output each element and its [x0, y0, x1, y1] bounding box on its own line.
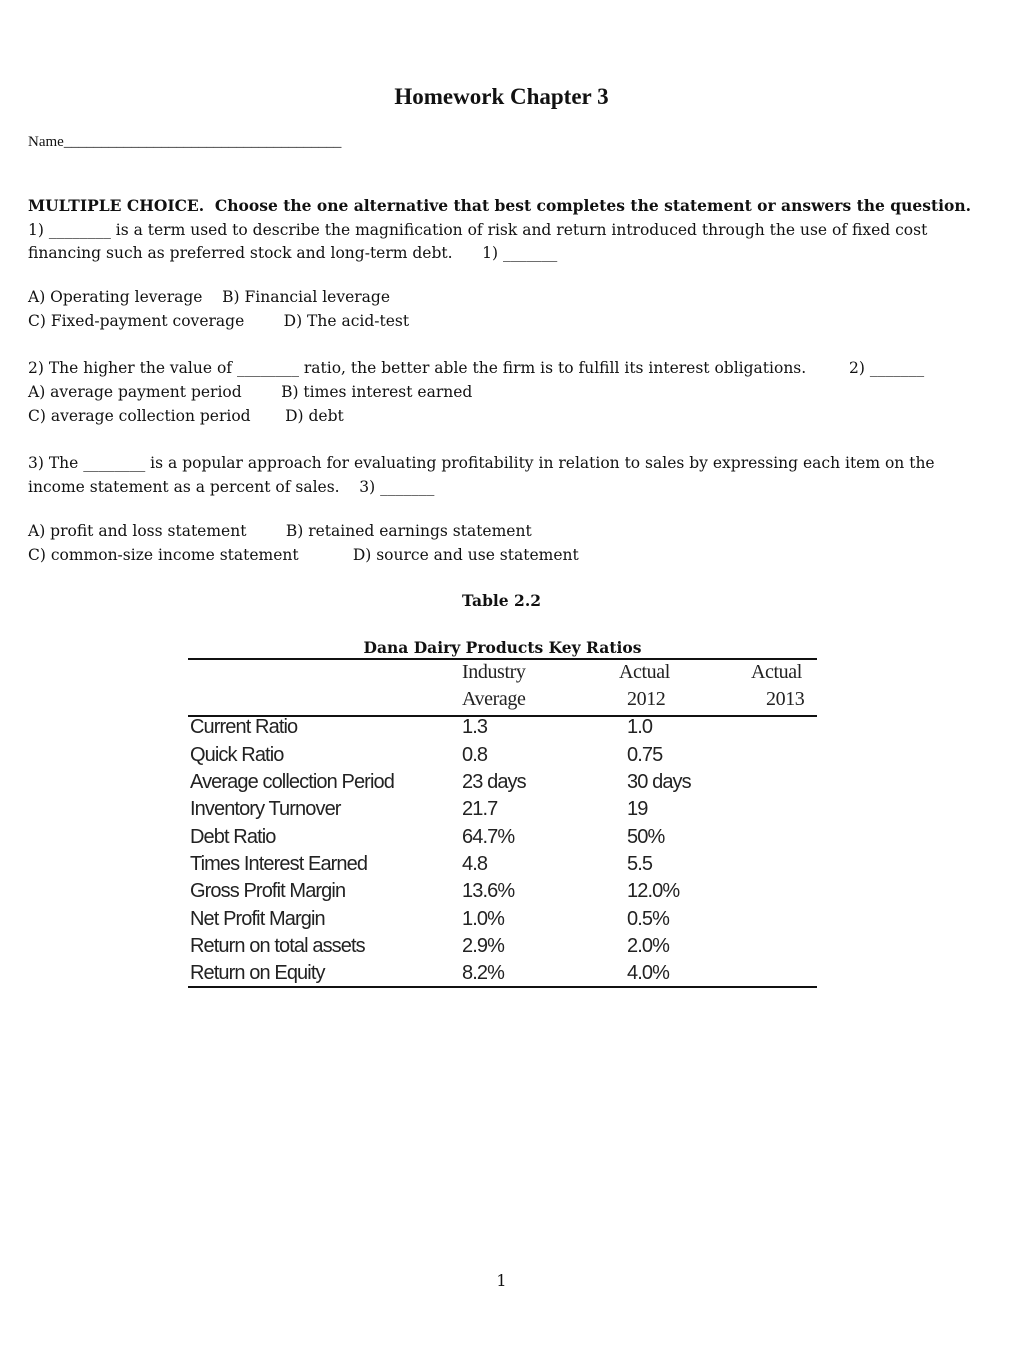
question-3-options-row-2: C) common-size income statement D) source and use statement	[28, 546, 579, 564]
industry-average-cell: 0.8	[462, 744, 488, 766]
question-3-line-1: 3) The ________ is a popular approach for evaluating profitability in relation to sales by expressing each item on the	[28, 454, 935, 472]
industry-average-cell: 23 days	[462, 771, 526, 793]
header-2012-line-1: Actual	[619, 661, 670, 683]
industry-average-cell: 1.3	[462, 716, 488, 738]
industry-average-cell: 21.7	[462, 798, 498, 820]
question-3-options-row-1: A) profit and loss statement B) retained earnings statement	[28, 522, 532, 540]
question-2-answer-blank: 2) _______	[849, 359, 925, 377]
table-top-rule	[188, 658, 817, 660]
row-label: Average collection Period	[190, 771, 394, 793]
actual-2012-cell: 50%	[627, 826, 665, 848]
page-number: 1	[496, 1271, 507, 1290]
question-1-line-2: financing such as preferred stock and long-term debt. 1) _______	[28, 244, 558, 262]
question-1-options-row-2: C) Fixed-payment coverage D) The acid-test	[28, 312, 410, 330]
industry-average-cell: 4.8	[462, 853, 488, 875]
header-2013-line-2: 2013	[766, 688, 805, 710]
question-2-options-row-1: A) average payment period B) times interest earned	[28, 383, 473, 401]
row-label: Return on Equity	[190, 962, 325, 984]
table-bottom-rule	[188, 986, 817, 988]
question-1-line-1: 1) ________ is a term used to describe the magnification of risk and return introduced through the use of fixed cost	[28, 221, 928, 239]
actual-2012-cell: 5.5	[627, 853, 653, 875]
page-title: Homework Chapter 3	[394, 84, 609, 109]
industry-average-cell: 64.7%	[462, 826, 515, 848]
industry-average-cell: 13.6%	[462, 880, 515, 902]
actual-2012-cell: 4.0%	[627, 962, 669, 984]
row-label: Current Ratio	[190, 716, 298, 738]
header-industry-line-2: Average	[462, 688, 526, 710]
header-industry-line-1: Industry	[462, 661, 526, 683]
table-label: Table 2.2	[461, 591, 542, 610]
actual-2012-cell: 2.0%	[627, 935, 669, 957]
actual-2012-cell: 1.0	[627, 716, 653, 738]
industry-average-cell: 2.9%	[462, 935, 504, 957]
row-label: Quick Ratio	[190, 744, 284, 766]
name-field-line: Name_____________________________________	[28, 134, 342, 150]
row-label: Debt Ratio	[190, 826, 276, 848]
question-3-line-2: income statement as a percent of sales. 3) _______	[28, 478, 435, 496]
actual-2012-cell: 0.5%	[627, 908, 669, 930]
question-2-line-1: 2) The higher the value of ________ ratio, the better able the firm is to fulfill its interest obligations.	[28, 359, 807, 377]
industry-average-cell: 8.2%	[462, 962, 504, 984]
header-2013-line-1: Actual	[751, 661, 802, 683]
row-label: Times Interest Earned	[190, 853, 368, 875]
actual-2012-cell: 19	[627, 798, 648, 820]
actual-2012-cell: 12.0%	[627, 880, 680, 902]
header-2012-line-2: 2012	[627, 688, 666, 710]
table-caption: Dana Dairy Products Key Ratios	[363, 638, 642, 657]
row-label: Gross Profit Margin	[190, 880, 346, 902]
question-2-options-row-2: C) average collection period D) debt	[28, 407, 344, 425]
question-1-options-row-1: A) Operating leverage B) Financial leverage	[28, 288, 391, 306]
row-label: Return on total assets	[190, 935, 365, 957]
row-label: Inventory Turnover	[190, 798, 341, 820]
industry-average-cell: 1.0%	[462, 908, 504, 930]
row-label: Net Profit Margin	[190, 908, 325, 930]
actual-2012-cell: 0.75	[627, 744, 663, 766]
instructions: MULTIPLE CHOICE. Choose the one alternative that best completes the statement or answers the question.	[28, 196, 972, 215]
actual-2012-cell: 30 days	[627, 771, 691, 793]
